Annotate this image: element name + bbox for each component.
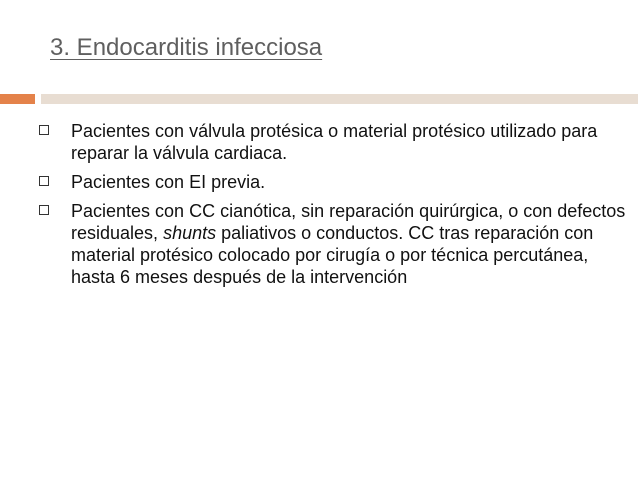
bullet-text-part: paliativos o conductos. CC tras reparación con material protésico colocado por cirugía o por técnica percutánea, hasta 6 meses después de la intervención xyxy=(71,223,594,287)
title-rule-accent xyxy=(0,94,35,104)
square-bullet-icon xyxy=(39,176,49,186)
bullet-text xyxy=(71,200,628,288)
bullet-item xyxy=(38,120,628,164)
bullet-item xyxy=(38,171,628,193)
title-rule xyxy=(41,94,638,104)
slide-title: 3. Endocarditis infecciosa xyxy=(50,34,323,61)
bullet-text: Pacientes con EI previa. xyxy=(71,172,266,192)
bullet-text-part: Pacientes con CC cianótica, sin reparación quirúrgica, o con defectos residuales, xyxy=(71,201,626,243)
square-bullet-icon xyxy=(39,205,49,215)
bullet-text-italic: shunts xyxy=(163,223,217,243)
bullet-list xyxy=(38,120,628,295)
bullet-text: Pacientes con válvula protésica o material protésico utilizado para reparar la válvula cardiaca. xyxy=(71,121,598,163)
square-bullet-icon xyxy=(39,125,49,135)
bullet-item xyxy=(38,200,628,288)
